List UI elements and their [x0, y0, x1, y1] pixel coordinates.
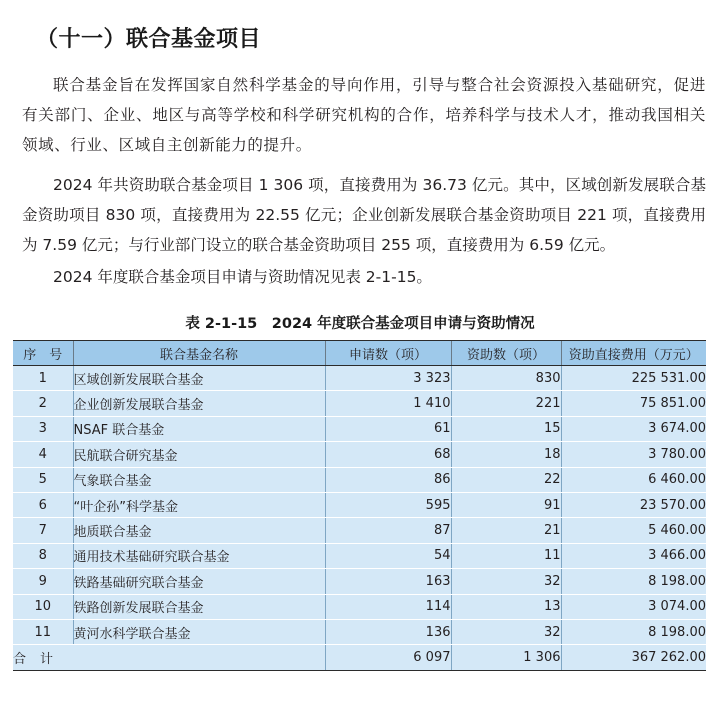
cell-applications: 86	[325, 467, 451, 492]
table-row	[13, 416, 706, 441]
cell-applications: 54	[325, 543, 451, 568]
cell-applications: 68	[325, 442, 451, 467]
cell-no: 10	[13, 594, 73, 619]
cell-no: 5	[13, 467, 73, 492]
total-applications: 6 097	[325, 645, 451, 670]
cell-fund-name: 企业创新发展联合基金	[73, 391, 325, 416]
table-row	[13, 619, 706, 644]
cell-direct-cost: 3 074.00	[561, 594, 706, 619]
table-row	[13, 492, 706, 517]
cell-direct-cost: 75 851.00	[561, 391, 706, 416]
cell-no: 3	[13, 416, 73, 441]
header-direct-cost: 资助直接费用（万元）	[561, 341, 706, 366]
header-no: 序 号	[13, 341, 73, 366]
cell-applications: 1 410	[325, 391, 451, 416]
cell-no: 2	[13, 391, 73, 416]
cell-funded: 15	[451, 416, 561, 441]
cell-fund-name: “叶企孙”科学基金	[73, 492, 325, 517]
table-row	[13, 366, 706, 391]
cell-funded: 91	[451, 492, 561, 517]
table-row	[13, 569, 706, 594]
cell-applications: 114	[325, 594, 451, 619]
cell-direct-cost: 23 570.00	[561, 492, 706, 517]
joint-fund-table	[13, 340, 706, 671]
cell-direct-cost: 3 780.00	[561, 442, 706, 467]
intro-paragraph: 联合基金旨在发挥国家自然科学基金的导向作用，引导与整合社会资源投入基础研究，促进有关部门、企业、地区与高等学校和科学研究机构的合作，培养科学与技术人才，推动我国相关领域、行业、区域自主创新能力的提升。	[22, 76, 706, 154]
cell-fund-name: 铁路创新发展联合基金	[73, 594, 325, 619]
cell-applications: 87	[325, 518, 451, 543]
table-row	[13, 518, 706, 543]
table-row	[13, 594, 706, 619]
cell-no: 7	[13, 518, 73, 543]
table-total-row	[13, 645, 706, 670]
cell-no: 8	[13, 543, 73, 568]
cell-funded: 32	[451, 619, 561, 644]
cell-no: 4	[13, 442, 73, 467]
table-header-row	[13, 341, 706, 366]
funding-summary-paragraph: 2024 年共资助联合基金项目 1 306 项，直接费用为 36.73 亿元。其中，区域创新发展联合基金资助项目 830 项，直接费用为 22.55 亿元；企业创新发展联合基金资助项目 221 项，直接费用为 7.59 亿元；与行业部门设立的联合基金资助项目 255 项，直接费用为 6.59 亿元。	[22, 176, 706, 254]
cell-direct-cost: 8 198.00	[561, 569, 706, 594]
table-caption: 表 2-1-15 2024 年度联合基金项目申请与资助情况	[185, 316, 535, 332]
cell-funded: 21	[451, 518, 561, 543]
cell-funded: 18	[451, 442, 561, 467]
cell-fund-name: 气象联合基金	[73, 467, 325, 492]
cell-fund-name: 黄河水科学联合基金	[73, 619, 325, 644]
cell-fund-name: 地质联合基金	[73, 518, 325, 543]
cell-no: 1	[13, 366, 73, 391]
cell-applications: 136	[325, 619, 451, 644]
total-label: 合计	[13, 645, 325, 670]
cell-direct-cost: 225 531.00	[561, 366, 706, 391]
cell-direct-cost: 5 460.00	[561, 518, 706, 543]
cell-fund-name: 民航联合研究基金	[73, 442, 325, 467]
cell-fund-name: 通用技术基础研究联合基金	[73, 543, 325, 568]
table-row	[13, 442, 706, 467]
cell-no: 9	[13, 569, 73, 594]
cell-direct-cost: 6 460.00	[561, 467, 706, 492]
cell-funded: 22	[451, 467, 561, 492]
cell-fund-name: 区域创新发展联合基金	[73, 366, 325, 391]
table-row	[13, 543, 706, 568]
cell-direct-cost: 3 466.00	[561, 543, 706, 568]
cell-applications: 163	[325, 569, 451, 594]
header-funded: 资助数（项）	[451, 341, 561, 366]
total-direct-cost: 367 262.00	[561, 645, 706, 670]
cell-no: 11	[13, 619, 73, 644]
total-funded: 1 306	[451, 645, 561, 670]
section-title: （十一）联合基金项目	[36, 27, 262, 52]
cell-applications: 595	[325, 492, 451, 517]
header-fund-name: 联合基金名称	[73, 341, 325, 366]
header-applications: 申请数（项）	[325, 341, 451, 366]
cell-funded: 11	[451, 543, 561, 568]
cell-fund-name: 铁路基础研究联合基金	[73, 569, 325, 594]
cell-funded: 32	[451, 569, 561, 594]
cell-fund-name: NSAF 联合基金	[73, 416, 325, 441]
table-reference-paragraph: 2024 年度联合基金项目申请与资助情况见表 2-1-15。	[53, 268, 432, 286]
cell-direct-cost: 8 198.00	[561, 619, 706, 644]
cell-no: 6	[13, 492, 73, 517]
table-row	[13, 467, 706, 492]
cell-funded: 13	[451, 594, 561, 619]
cell-direct-cost: 3 674.00	[561, 416, 706, 441]
cell-funded: 221	[451, 391, 561, 416]
cell-applications: 61	[325, 416, 451, 441]
table-row	[13, 391, 706, 416]
cell-applications: 3 323	[325, 366, 451, 391]
cell-funded: 830	[451, 366, 561, 391]
